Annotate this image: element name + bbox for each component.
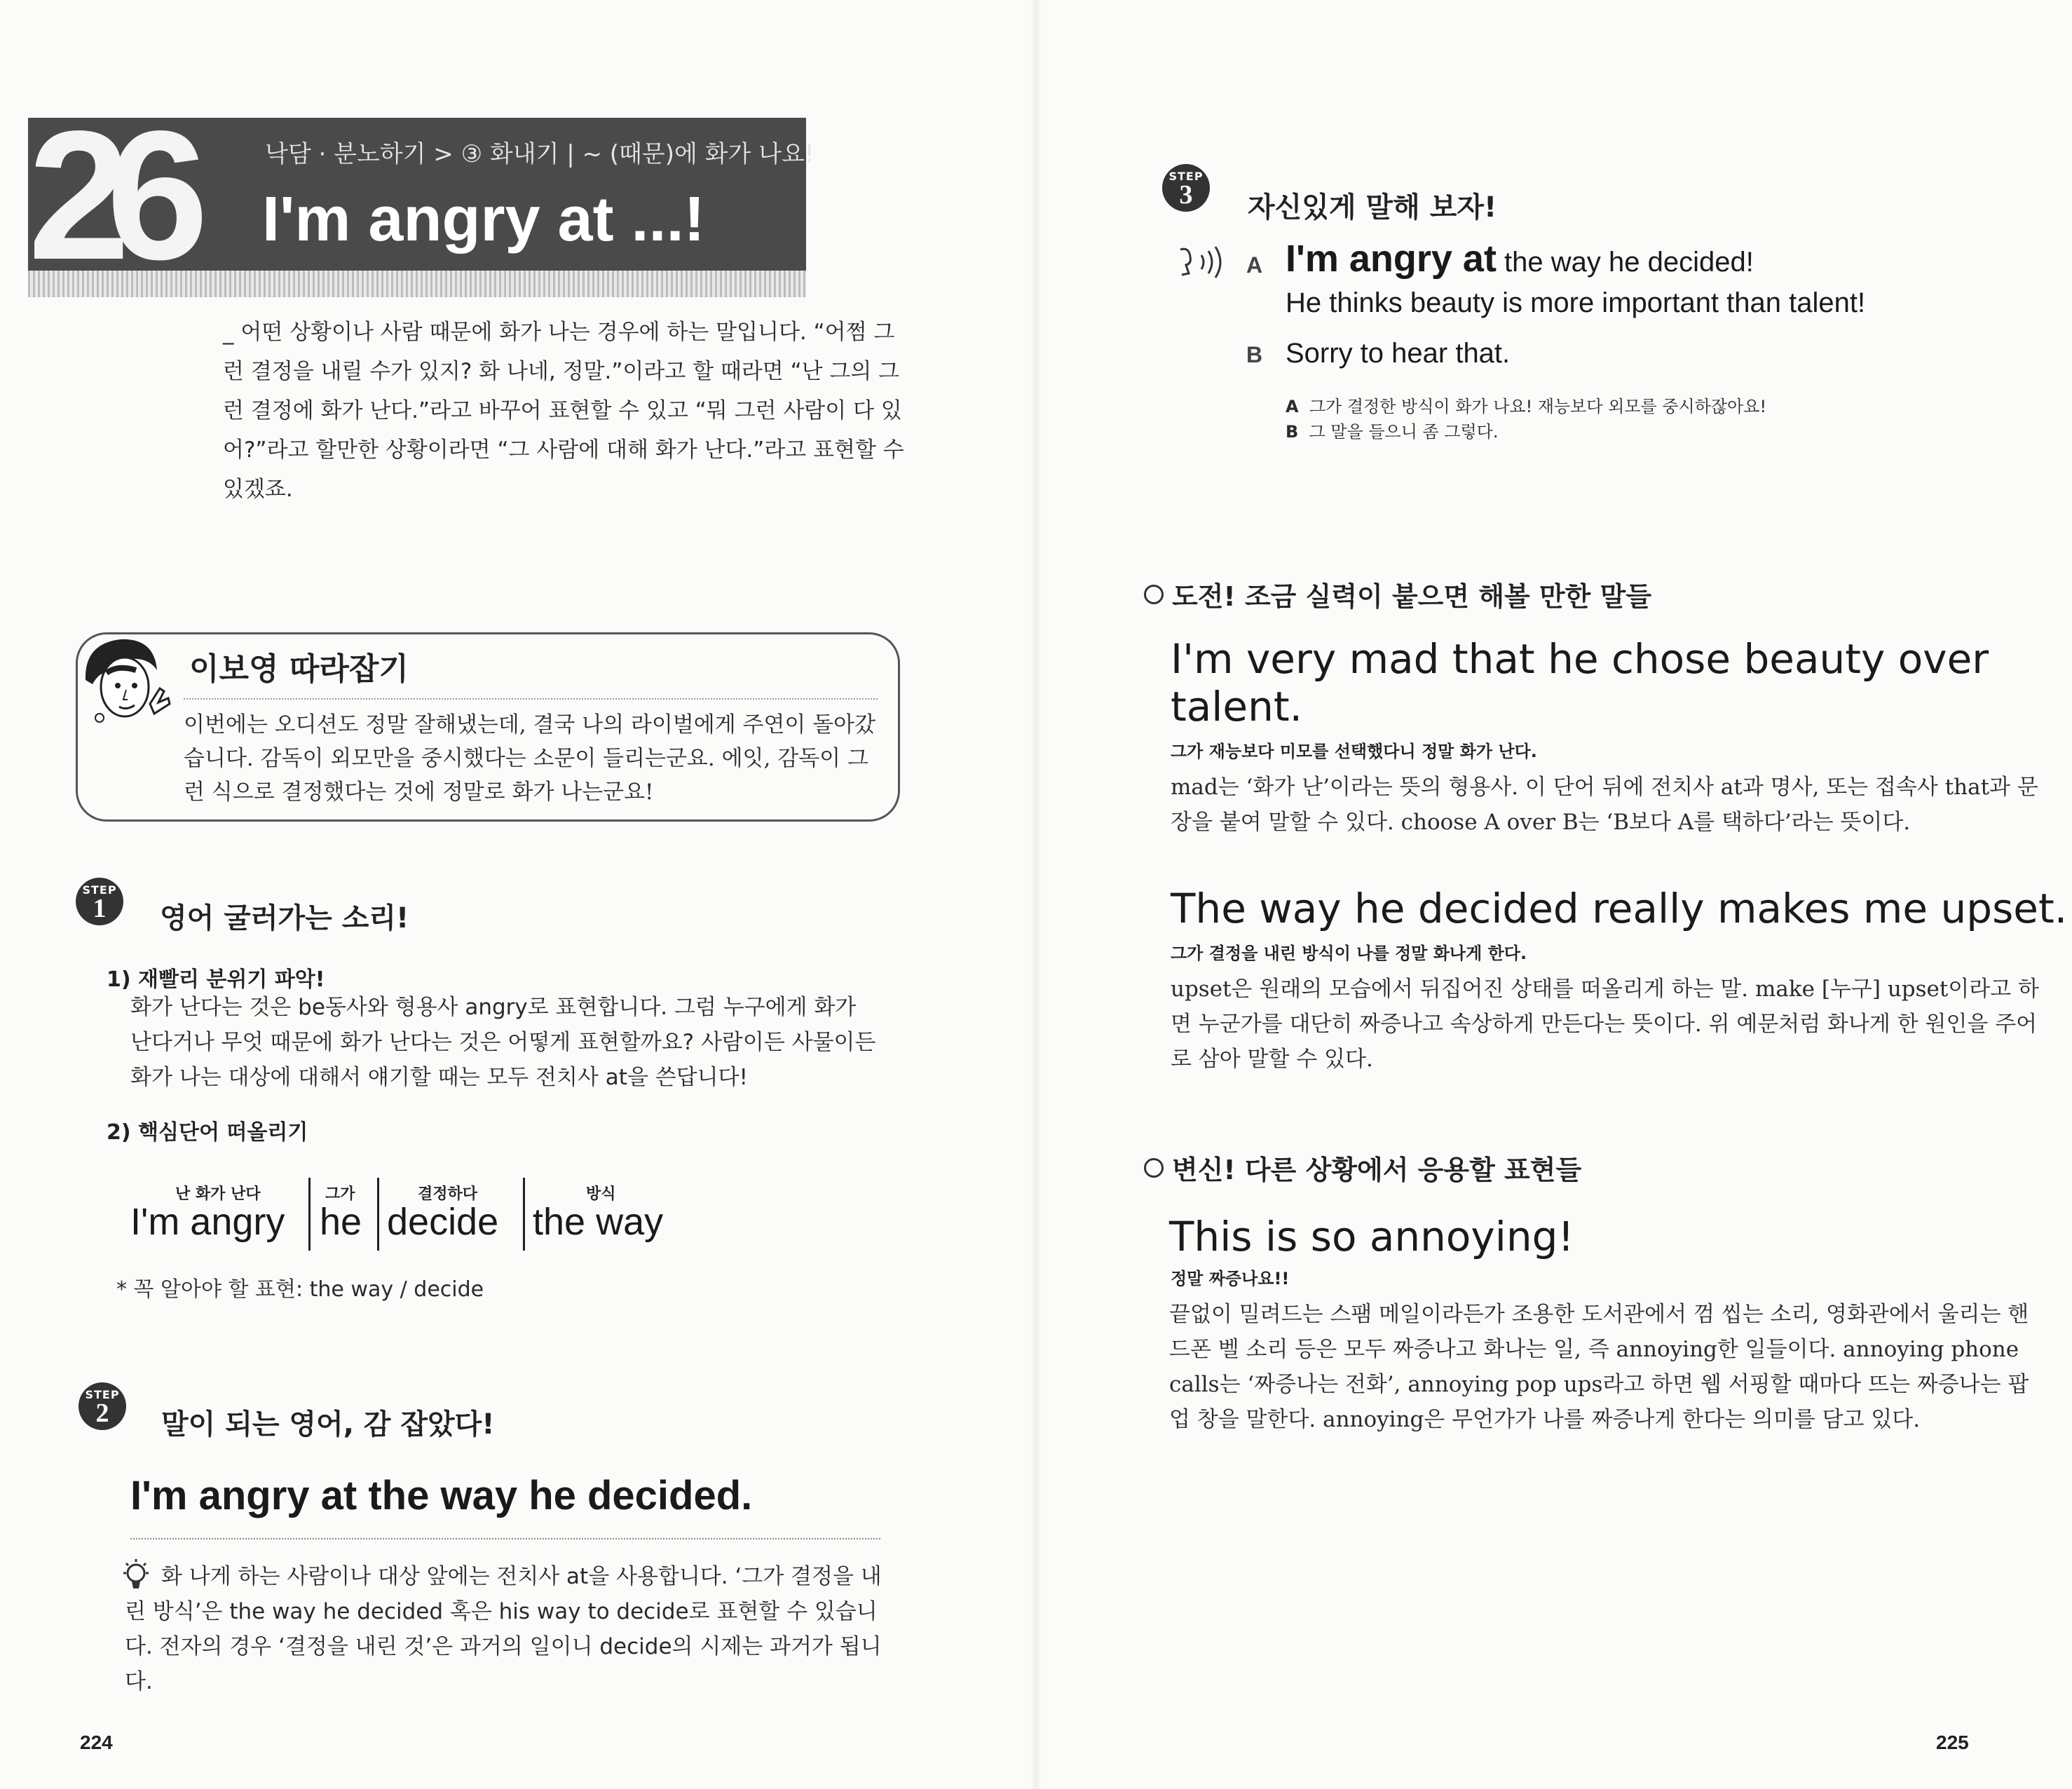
key-word-4: the way — [533, 1201, 664, 1243]
lesson-number: 26 — [28, 93, 185, 298]
step2-tip: 화 나게 하는 사람이나 대상 앞에는 전치사 at을 사용합니다. ‘그가 결정을 내린 방식’은 the way he decided 혹은 his way to decide로 표현할 수 있습니다. 전자의 경우 ‘결정을 내린 것’은 과거의 일이니 decide의 시제는 과거가 됩니다. — [125, 1564, 882, 1694]
dialogue-line-a — [1286, 237, 1754, 280]
challenge-translation-1: 그가 재능보다 미모를 선택했다니 정말 화가 난다. — [1171, 742, 1537, 761]
word-gloss-2: 그가 — [325, 1185, 355, 1203]
lesson-title: I'm angry at ...! — [262, 184, 705, 254]
step2-sentence: I'm angry at the way he decided. — [130, 1473, 753, 1518]
step3-badge-number: 3 — [1179, 180, 1193, 210]
dialogue-a-rest: the way he decided! — [1496, 247, 1754, 278]
translation-a-text: 그가 결정한 방식이 화가 나요! 재능보다 외모를 중시하잖아요! — [1309, 397, 1767, 416]
challenge-heading: 도전! 조금 실력이 붙으면 해볼 만한 말들 — [1172, 581, 1652, 612]
translation-b-text: 그 말을 들으니 좀 그렇다. — [1309, 422, 1499, 442]
speaking-sound-icon — [1175, 243, 1228, 285]
word-divider — [523, 1178, 525, 1251]
dialogue-speaker-a: A — [1246, 252, 1263, 278]
follow-box-divider — [184, 698, 878, 700]
step2-badge-number: 2 — [95, 1399, 109, 1428]
word-gloss-3: 결정하다 — [418, 1185, 478, 1203]
step1-heading: 영어 굴러가는 소리! — [160, 902, 409, 934]
key-word-3: decide — [387, 1201, 499, 1243]
challenge-sentence-2: The way he decided really makes me upset. — [1171, 885, 2068, 932]
transform-heading: 변신! 다른 상황에서 응용할 표현들 — [1172, 1155, 1582, 1185]
left-page-number: 224 — [80, 1732, 113, 1753]
must-know-note: * 꼭 알아야 할 표현: the way / decide — [116, 1277, 484, 1302]
dialogue-line-a2: He thinks beauty is more important than talent! — [1286, 287, 1866, 318]
right-page — [1036, 0, 2072, 1789]
dialogue-speaker-b: B — [1246, 342, 1263, 367]
key-word-2: he — [320, 1201, 362, 1243]
word-divider — [308, 1178, 311, 1251]
section-bullet-icon — [1144, 1158, 1164, 1178]
step3-heading: 자신있게 말해 보자! — [1248, 191, 1497, 224]
step1-sub1-body: 화가 난다는 것은 be동사와 형용사 angry로 표현합니다. 그럼 누구에게 화가 난다거나 무엇 때문에 화가 난다는 것은 어떻게 표현할까요? 사람이든 사물이든 화가 나는 대상에 대해서 얘기할 때는 모두 전치사 at을 쓴답니다! — [130, 995, 876, 1090]
step1-sub1-title: 1) 재빨리 분위기 파악! — [107, 967, 325, 992]
step2-heading: 말이 되는 영어, 감 잡았다! — [161, 1408, 495, 1441]
key-word-1: I'm angry — [130, 1201, 285, 1243]
lesson-category: 낙담 · 분노하기 > ③ 화내기 | ~ (때문)에 화가 나요! — [265, 140, 815, 168]
translation-a — [1286, 393, 1766, 417]
word-gloss-1: 난 화가 난다 — [175, 1185, 261, 1203]
step1-badge-number: 1 — [93, 894, 107, 923]
lee-boyoung-face-icon — [71, 631, 191, 743]
step2-badge — [79, 1382, 126, 1430]
challenge-translation-2: 그가 결정을 내린 방식이 나를 정말 화나게 한다. — [1171, 944, 1527, 963]
transform-translation: 정말 짜증나요!! — [1171, 1269, 1290, 1288]
translation-b-label: B — [1286, 422, 1299, 442]
intro-paragraph: _ 어떤 상황이나 사람 때문에 화가 나는 경우에 하는 말입니다. “어쩜 그런 결정을 내릴 수가 있지? 화 나네, 정말.”이라고 할 때라면 “난 그의 그런 결정에 화가 난다.”라고 바꾸어 표현할 수 있고 “뭐 그런 사람이 다 있어?”라고 할만한 상황이라면 “그 사람에 대해 화가 난다.”라고 표현할 수 있겠죠. — [223, 320, 904, 502]
transform-sentence: This is so annoying! — [1169, 1213, 1574, 1260]
challenge-sentence-1: I'm very mad that he chose beauty over talent. — [1171, 635, 1989, 730]
step2-badge-label: STEP — [85, 1388, 120, 1401]
follow-box-title: 이보영 따라잡기 — [189, 651, 409, 687]
step1-badge — [76, 878, 123, 925]
step1-badge-label: STEP — [82, 883, 117, 897]
word-gloss-4: 방식 — [586, 1185, 616, 1203]
follow-box-body: 이번에는 오디션도 정말 잘해냈는데, 결국 나의 라이벌에게 주연이 돌아갔습니다. 감독이 외모만을 중시했다는 소문이 들리는군요. 에잇, 감독이 그런 식으로 결정했다는 것에 정말로 화가 나는군요! — [184, 712, 876, 805]
dialogue-a-key-phrase: I'm angry at — [1286, 238, 1497, 280]
translation-b — [1286, 418, 1499, 442]
section-bullet-icon — [1144, 585, 1164, 604]
right-page-number: 225 — [1936, 1732, 1969, 1753]
transform-body: 끝없이 밀려드는 스팸 메일이라든가 조용한 도서관에서 껌 씹는 소리, 영화관에서 울리는 핸드폰 벨 소리 등은 모두 짜증나고 화나는 일, 즉 annoying한 일들이다. annoying phone calls는 ‘짜증나는 전화’, annoying pop ups라고 하면 웹 서핑할 때마다 뜨는 짜증나는 팝업 창을 말한다. annoying은 무언가가 나를 짜증나게 한다는 의미를 담고 있다. — [1169, 1302, 2029, 1432]
step2-divider — [130, 1538, 880, 1539]
step3-badge — [1162, 164, 1210, 212]
step3-badge-label: STEP — [1168, 170, 1204, 183]
translation-a-label: A — [1286, 397, 1299, 416]
dialogue-line-b: Sorry to hear that. — [1286, 338, 1511, 369]
step1-sub2-title: 2) 핵심단어 떠올리기 — [107, 1120, 308, 1145]
word-divider — [377, 1178, 379, 1251]
challenge-body-1: mad는 ‘화가 난’이라는 뜻의 형용사. 이 단어 뒤에 전치사 at과 명사, 또는 접속사 that과 문장을 붙여 말할 수 있다. choose A over B는 ‘B보다 A를 택하다’라는 뜻이다. — [1171, 775, 2038, 835]
challenge-body-2: upset은 원래의 모습에서 뒤집어진 상태를 떠올리게 하는 말. make [누구] upset이라고 하면 누군가를 대단히 짜증나고 속상하게 만든다는 뜻이다. 위 예문처럼 화나게 한 원인을 주어로 삼아 말할 수 있다. — [1171, 977, 2039, 1072]
